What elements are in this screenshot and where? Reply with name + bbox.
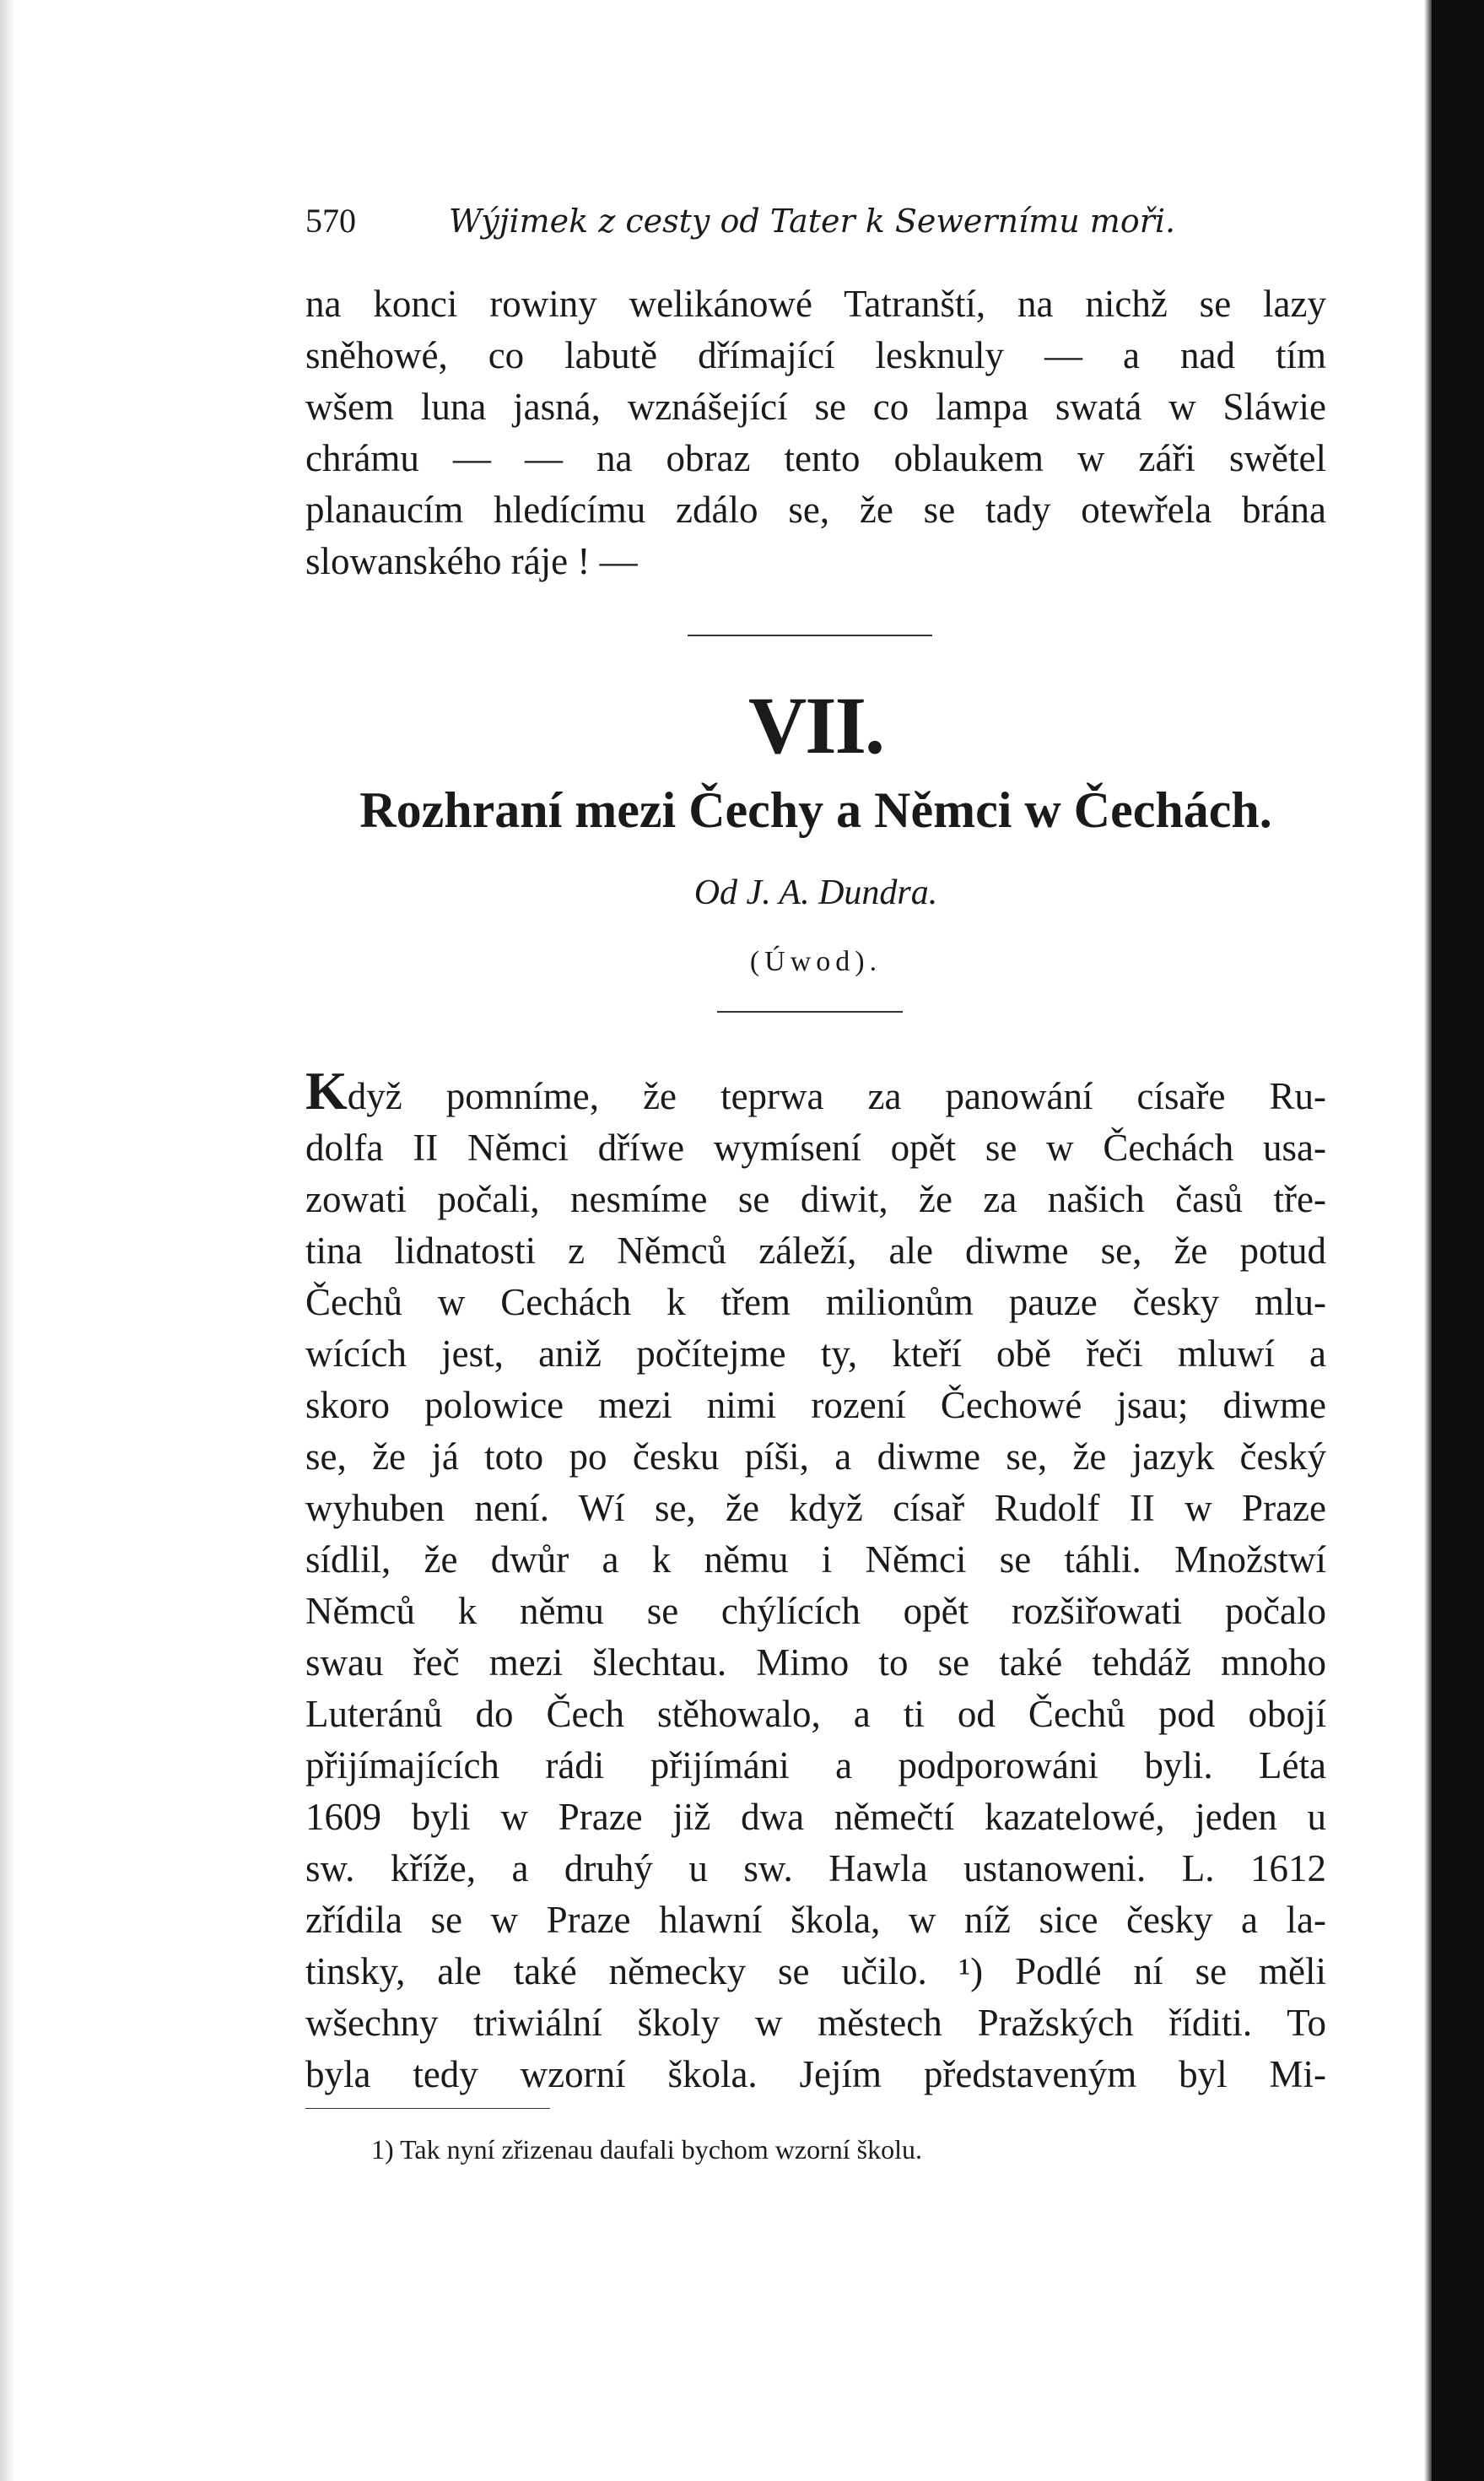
- page-header: [305, 196, 1176, 246]
- running-head: Wýjimek z cesty od Tater k Sewernímu moři.: [449, 203, 1176, 240]
- text-line: přijímajících rádi přijímáni a podporowáni byli. Léta: [305, 1744, 1326, 1786]
- text-line: tina lidnatosti z Němců záleží, ale diwme se, že potud: [305, 1230, 1326, 1272]
- text-line: zowati počali, nesmíme se diwit, že za našich časů tře-: [305, 1178, 1326, 1220]
- text-line: wících jest, aniž počítejme ty, kteří obě řeči mluwí a: [305, 1332, 1326, 1375]
- intro-paragraph: [305, 278, 1326, 587]
- footnote: 1) Tak nyní zřizenau daufali bychom wzorní školu.: [371, 2134, 922, 2165]
- main-paragraph: [305, 1061, 1326, 2100]
- scan-edge-right: [1432, 0, 1484, 2481]
- scan-shadow-right: [1424, 0, 1432, 2481]
- text-line: wšechny triwiální školy w městech Pražských říditi. To: [305, 2002, 1326, 2044]
- chapter-intro-label: (Úwod).: [749, 946, 882, 977]
- text-line: planaucím hledícímu zdálo se, že se tady otewřela brána: [305, 489, 1326, 531]
- chapter-divider: [717, 1011, 903, 1013]
- section-divider: [688, 635, 932, 636]
- text-line: Luteránů do Čech stěhowalo, a ti od Čechů pod obojí: [305, 1693, 1326, 1735]
- text-line: na konci rowiny welikánowé Tatranští, na nichž se lazy: [305, 283, 1326, 325]
- text-line: dolfa II Němci dříwe wymísení opět se w Čechách usa-: [305, 1127, 1326, 1169]
- chapter-title: Rozhraní mezi Čechy a Němci w Čechách.: [359, 782, 1272, 838]
- text-line: sídlil, že dwůr a k němu i Němci se táhli. Množstwí: [305, 1538, 1326, 1581]
- text-line: 1609 byli w Praze již dwa němečtí kazatelowé, jeden u: [305, 1796, 1326, 1838]
- chapter-number: VII.: [747, 680, 884, 770]
- text-line: byla tedy wzorní škola. Jejím představeným byl Mi-: [305, 2053, 1326, 2095]
- text-line: tinsky, ale také německy se učilo. ¹) Podlé ní se měli: [305, 1950, 1326, 1992]
- text-line: chrámu — — na obraz tento oblaukem w záři swětel: [305, 437, 1326, 479]
- scan-edge-left: [0, 0, 15, 2481]
- text-line: sněhowé, co labutě dřímající lesknuly — a nad tím: [305, 334, 1326, 376]
- text-line: zřídila se w Praze hlawní škola, w níž sice česky a la-: [305, 1899, 1326, 1941]
- text-line: Když pomníme, že teprwa za panowání císaře Ru-: [305, 1061, 1326, 1121]
- text-line: se, že já toto po česku píši, a diwme se, že jazyk český: [305, 1435, 1326, 1478]
- text-line: wšem luna jasná, wznášející se co lampa swatá w Sláwie: [305, 386, 1326, 428]
- dropcap: K: [305, 1061, 348, 1121]
- text-line: skoro polowice mezi nimi rození Čechowé jsau; diwme: [305, 1384, 1326, 1426]
- text-line: wyhuben není. Wí se, že když císař Rudolf II w Praze: [305, 1487, 1326, 1529]
- text-line: slowanského ráje ! —: [305, 540, 638, 582]
- text-line: sw. kříže, a druhý u sw. Hawla ustanoweni. L. 1612: [305, 1847, 1326, 1889]
- text-line: Čechů w Cechách k třem milionům pauze česky mlu-: [305, 1281, 1326, 1323]
- page-number: 570: [305, 202, 356, 240]
- text-line: Němců k němu se chýlících opět rozšiřowati počalo: [305, 1590, 1326, 1632]
- chapter-author: Od J. A. Dundra.: [693, 873, 938, 912]
- footnote-rule: [305, 2108, 550, 2109]
- text-line: swau řeč mezi šlechtau. Mimo to se také tehdáž mnoho: [305, 1641, 1326, 1684]
